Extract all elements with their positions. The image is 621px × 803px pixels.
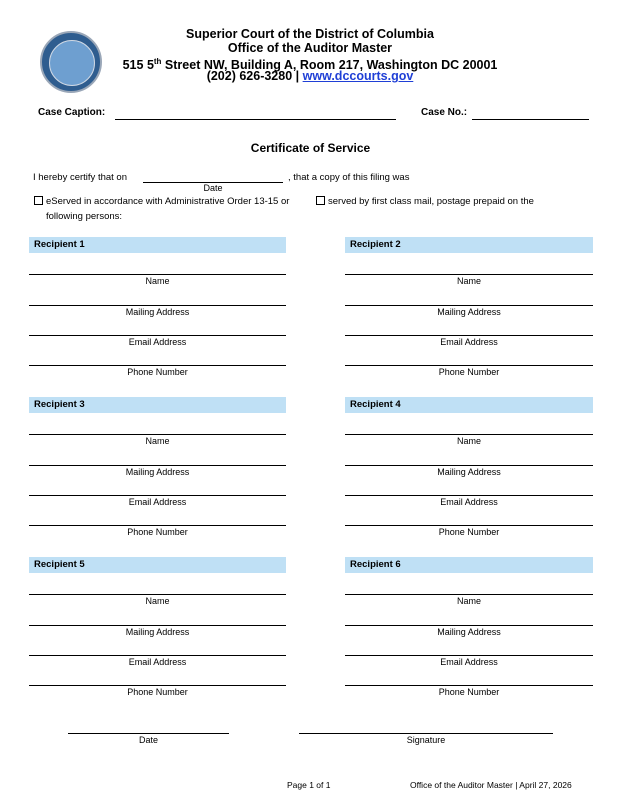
recipient-field-line[interactable] [29,655,286,656]
recipient-field-line[interactable] [29,274,286,275]
recipient-field-line[interactable] [345,434,593,435]
recipient-field-label: Phone Number [127,367,188,377]
recipient-field-label: Mailing Address [125,627,190,637]
recipient-field-label: Name [456,276,481,286]
eserved-checkbox[interactable] [34,196,43,205]
recipient-field-line[interactable] [29,465,286,466]
recipient-field-label: Mailing Address [437,627,501,637]
recipient-field-label: Name [456,436,481,446]
recipient-field-label: Phone Number [127,527,188,537]
recipient-header: Recipient 4 [345,397,593,413]
recipient-field-line[interactable] [345,495,593,496]
signature-field[interactable] [299,733,553,734]
court-name: Superior Court of the District of Columbia [186,27,434,41]
recipient-field-line[interactable] [29,525,286,526]
recipient-field-label: Name [145,276,170,286]
case-number-label: Case No.: [421,107,468,118]
recipient-field-label: Phone Number [438,687,500,697]
case-caption-label: Case Caption: [38,107,106,118]
recipient-field-line[interactable] [29,335,286,336]
recipient-field-label: Email Address [440,497,498,507]
recipient-field-line[interactable] [29,625,286,626]
document-title: Certificate of Service [250,141,371,155]
recipient-field-line[interactable] [29,495,286,496]
recipient-field-line[interactable] [345,625,593,626]
certify-continuation: following persons: [46,211,123,222]
signature-date-label: Date [138,735,158,745]
recipient-field-label: Email Address [128,657,187,667]
recipient-field-label: Phone Number [438,527,500,537]
recipient-header: Recipient 5 [29,557,286,573]
recipient-field-line[interactable] [29,305,286,306]
recipient-field-line[interactable] [345,525,593,526]
recipient-field-label: Name [145,596,170,606]
recipient-header: Recipient 1 [29,237,286,253]
phone-number: (202) 626-3280 | [206,69,300,83]
certify-date-label: Date [203,183,223,193]
recipient-field-line[interactable] [29,365,286,366]
recipient-header: Recipient 3 [29,397,286,413]
recipient-field-label: Mailing Address [437,307,501,317]
certify-tail: , that a copy of this filing was [288,172,410,183]
contact-line [100,69,520,84]
recipient-field-label: Email Address [128,337,187,347]
signature-label: Signature [406,735,446,745]
recipient-header: Recipient 6 [345,557,593,573]
recipient-field-line[interactable] [29,434,286,435]
page-number: Page 1 of 1 [287,780,331,790]
recipient-field-label: Email Address [440,657,498,667]
recipient-field-line[interactable] [345,274,593,275]
recipient-field-line[interactable] [345,655,593,656]
recipient-field-line[interactable] [29,685,286,686]
recipient-field-label: Name [456,596,481,606]
recipient-field-line[interactable] [29,594,286,595]
mail-option: served by first class mail, postage prepaid on the [316,196,534,207]
recipient-field-line[interactable] [345,305,593,306]
recipient-field-label: Mailing Address [125,467,190,477]
eserved-option: eServed in accordance with Administrative Order 13-15 or [34,196,289,207]
certify-lead: I hereby certify that on [33,172,127,183]
signature-date-field[interactable] [68,733,229,734]
recipient-field-label: Mailing Address [437,467,501,477]
court-address: 515 5th Street NW, Building A, Room 217, Washington DC 20001 [122,57,498,73]
case-caption-field[interactable] [115,119,396,120]
footer-office-date: Office of the Auditor Master | April 27, 2026 [410,780,572,790]
office-name: Office of the Auditor Master [227,41,393,55]
recipient-field-label: Name [145,436,170,446]
recipient-field-line[interactable] [345,594,593,595]
recipient-field-line[interactable] [345,335,593,336]
recipient-field-line[interactable] [345,685,593,686]
recipient-header: Recipient 2 [345,237,593,253]
recipient-field-label: Phone Number [127,687,188,697]
court-seal [40,31,102,93]
recipient-field-line[interactable] [345,465,593,466]
case-number-field[interactable] [472,119,589,120]
recipient-field-label: Mailing Address [125,307,190,317]
website-link[interactable]: www.dccourts.gov [302,69,414,83]
recipient-field-label: Phone Number [438,367,500,377]
recipient-field-line[interactable] [345,365,593,366]
recipient-field-label: Email Address [128,497,187,507]
mail-checkbox[interactable] [316,196,325,205]
recipient-field-label: Email Address [440,337,498,347]
